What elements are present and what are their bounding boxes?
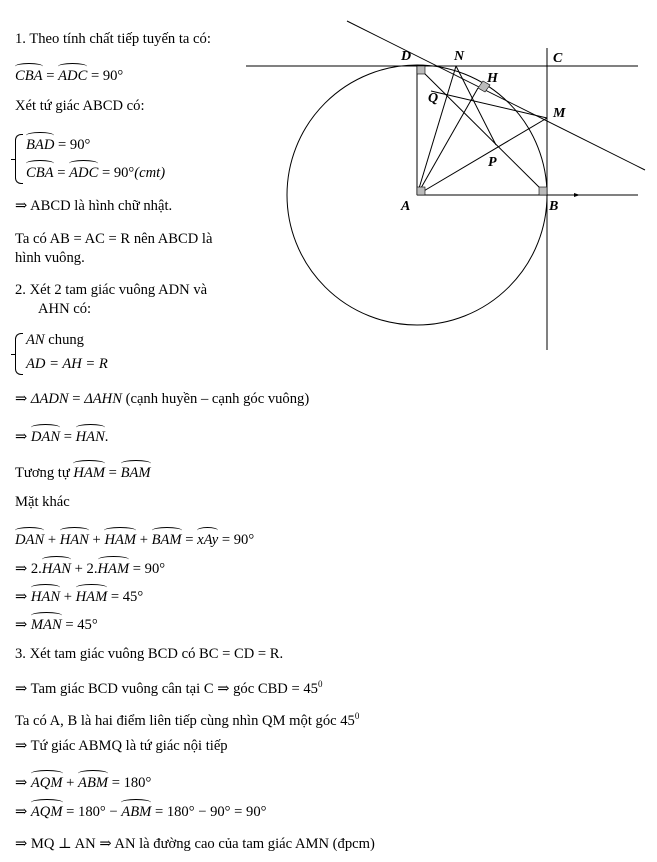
- on-the-other-hand: Mặt khác: [15, 494, 70, 510]
- right-angle-a: [417, 187, 425, 195]
- angle-man: ⇒ MAN = 45°: [15, 613, 98, 634]
- bcd-isosceles: ⇒ Tam giác BCD vuông cân tại C ⇒ góc CBD = $45^0$: [15, 679, 323, 697]
- congruent-triangles: ⇒ ΔADN = ΔAHN (cạnh huyền – cạnh góc vuông): [15, 391, 310, 407]
- rectangle-conclusion: ⇒ ABCD là hình chữ nhật.: [15, 198, 173, 214]
- section3-heading: 3. Xét tam giác vuông BCD có BC = CD = R.: [15, 646, 284, 662]
- eq-cba-adc: CBA = ADC = 90°: [15, 64, 123, 85]
- sys-bad: BAD = 90°: [26, 133, 90, 154]
- label-c: C: [553, 51, 563, 66]
- sys-ad-ah: AD = AH = R: [26, 356, 108, 372]
- double-sum: ⇒ 2.HAN + 2.HAM = 90°: [15, 557, 165, 578]
- same-angle: Ta có A, B là hai điểm liên tiếp cùng nhìn QM một góc $45^0$: [15, 711, 360, 729]
- angle-sum: DAN + HAN + HAM + BAM = xAy = 90°: [15, 528, 254, 549]
- label-n: N: [454, 49, 465, 64]
- line-ah: [417, 88, 478, 195]
- sys-an-common: AN chung: [26, 332, 84, 348]
- label-p: P: [488, 155, 497, 170]
- similarly-ham-bam: Tương tự HAM = BAM: [15, 461, 151, 482]
- section2-heading: 2. Xét 2 tam giác vuông ADN và: [15, 282, 208, 298]
- eq-aqm-abm: ⇒ AQM + ABM = 180°: [15, 771, 151, 792]
- right-angle-d: [417, 66, 425, 74]
- label-h: H: [487, 71, 498, 86]
- eq-aqm-90: ⇒ AQM = 180° − ABM = 180° − 90° = 90°: [15, 800, 266, 821]
- label-a: A: [401, 199, 411, 214]
- label-q: Q: [428, 91, 439, 106]
- cyclic-quad: ⇒ Tứ giác ABMQ là tứ giác nội tiếp: [15, 738, 228, 754]
- label-d: D: [401, 49, 412, 64]
- line-qm: [431, 91, 547, 118]
- x-axis-arrow-icon: [574, 193, 580, 197]
- section1-heading: 1. Theo tính chất tiếp tuyến ta có:: [15, 31, 211, 47]
- square-line1: Ta có AB = AC = R nên ABCD là: [15, 231, 213, 247]
- right-angle-b: [539, 187, 547, 195]
- consider-abcd: Xét tứ giác ABCD có:: [15, 98, 145, 114]
- label-b: B: [549, 199, 559, 214]
- eq-dan-han: ⇒ DAN = HAN.: [15, 425, 108, 446]
- half-sum: ⇒ HAN + HAM = 45°: [15, 585, 143, 606]
- label-m: M: [553, 106, 566, 121]
- section2-heading-cont: AHN có:: [38, 301, 92, 317]
- square-line2: hình vuông.: [15, 250, 85, 266]
- sys-cba-adc: CBA = ADC = 90°(cmt): [26, 161, 165, 182]
- final-conclusion: ⇒ MQ ⊥ AN ⇒ AN là đường cao của tam giác AMN (đpcm): [15, 836, 375, 852]
